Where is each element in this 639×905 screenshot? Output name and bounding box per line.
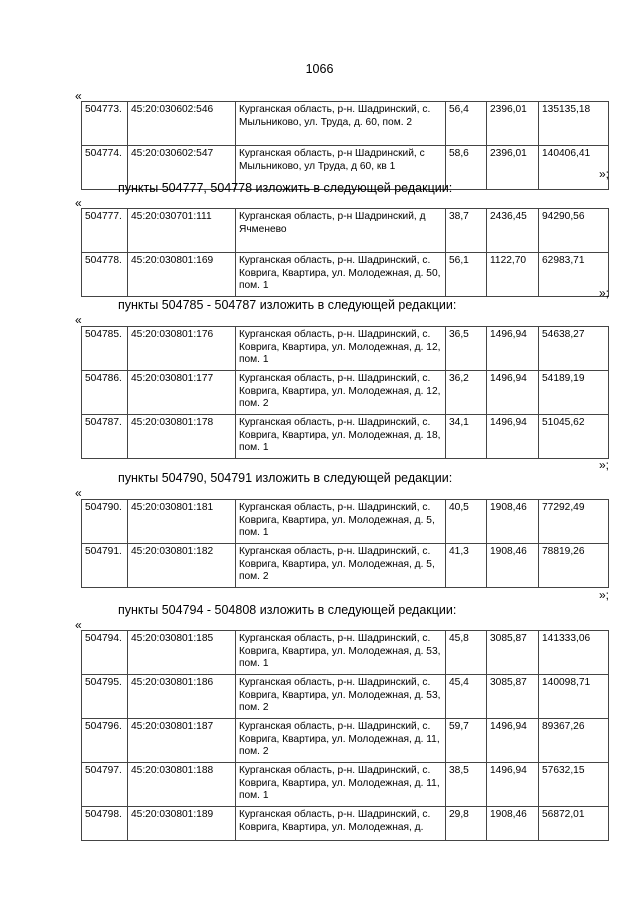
item-number-cell: 504791.: [82, 544, 128, 588]
area-cell: 58,6: [446, 146, 487, 190]
table-row: [82, 253, 609, 297]
table-row: [82, 371, 609, 415]
cadastral-number-cell: 45:20:030801:188: [128, 763, 236, 807]
item-number-cell: 504798.: [82, 807, 128, 841]
section-heading: пункты 504785 - 504787 изложить в следующей редакции:: [118, 298, 457, 312]
cadastral-number-cell: 45:20:030801:181: [128, 500, 236, 544]
cadastral-value-cell: 94290,56: [539, 209, 609, 253]
cadastral-value-cell: 140406,41: [539, 146, 609, 190]
page-number: 1066: [305, 62, 334, 76]
item-number-cell: 504778.: [82, 253, 128, 297]
close-quote: »;: [598, 167, 609, 181]
item-number-cell: 504796.: [82, 719, 128, 763]
unit-value-cell: 1496,94: [487, 371, 539, 415]
address-cell: Курганская область, р-н Шадринский, с Мыльниково, ул Труда, д 60, кв 1: [236, 146, 446, 190]
cadastral-value-cell: 78819,26: [539, 544, 609, 588]
section-heading: пункты 504790, 504791 изложить в следующей редакции:: [118, 471, 453, 485]
section-heading: пункты 504794 - 504808 изложить в следующей редакции:: [118, 603, 457, 617]
address-cell: Курганская область, р-н. Шадринский, с. Коврига, Квартира, ул. Молодежная, д. 50, пом. 1: [236, 253, 446, 297]
cadastral-number-cell: 45:20:030801:187: [128, 719, 236, 763]
cadastral-number-cell: 45:20:030602:547: [128, 146, 236, 190]
data-table: [81, 630, 609, 841]
item-number-cell: 504787.: [82, 415, 128, 459]
section-heading: пункты 504777, 504778 изложить в следующей редакции:: [118, 181, 453, 195]
address-cell: Курганская область, р-н Шадринский, д Ячменево: [236, 209, 446, 253]
unit-value-cell: 1496,94: [487, 763, 539, 807]
area-cell: 56,4: [446, 102, 487, 146]
address-cell: Курганская область, р-н. Шадринский, с. Мыльниково, ул. Труда, д. 60, пом. 2: [236, 102, 446, 146]
open-quote: «: [75, 196, 82, 210]
item-number-cell: 504795.: [82, 675, 128, 719]
cadastral-value-cell: 89367,26: [539, 719, 609, 763]
address-cell: Курганская область, р-н. Шадринский, с. Коврига, Квартира, ул. Молодежная, д. 53, пом. 2: [236, 675, 446, 719]
table-row: [82, 327, 609, 371]
unit-value-cell: 3085,87: [487, 675, 539, 719]
area-cell: 34,1: [446, 415, 487, 459]
area-cell: 45,8: [446, 631, 487, 675]
area-cell: 45,4: [446, 675, 487, 719]
close-quote: »;: [598, 286, 609, 300]
address-cell: Курганская область, р-н. Шадринский, с. Коврига, Квартира, ул. Молодежная, д. 11, пом. 2: [236, 719, 446, 763]
address-cell: Курганская область, р-н. Шадринский, с. Коврига, Квартира, ул. Молодежная, д. 12, пом. 1: [236, 327, 446, 371]
table-row: [82, 102, 609, 146]
table-row: [82, 209, 609, 253]
item-number-cell: 504794.: [82, 631, 128, 675]
open-quote: «: [75, 618, 82, 632]
item-number-cell: 504797.: [82, 763, 128, 807]
cadastral-number-cell: 45:20:030801:176: [128, 327, 236, 371]
table-body: [82, 102, 609, 190]
table-row: [82, 807, 609, 841]
area-cell: 40,5: [446, 500, 487, 544]
area-cell: 38,7: [446, 209, 487, 253]
table-row: [82, 415, 609, 459]
item-number-cell: 504777.: [82, 209, 128, 253]
cadastral-value-cell: 54638,27: [539, 327, 609, 371]
area-cell: 29,8: [446, 807, 487, 841]
open-quote: «: [75, 486, 82, 500]
unit-value-cell: 2396,01: [487, 146, 539, 190]
table-row: [82, 500, 609, 544]
close-quote: »;: [598, 588, 609, 602]
address-cell: Курганская область, р-н. Шадринский, с. Коврига, Квартира, ул. Молодежная, д. 11, пом. 1: [236, 763, 446, 807]
cadastral-number-cell: 45:20:030701:111: [128, 209, 236, 253]
unit-value-cell: 1908,46: [487, 544, 539, 588]
address-cell: Курганская область, р-н. Шадринский, с. Коврига, Квартира, ул. Молодежная, д. 12, пом. 2: [236, 371, 446, 415]
open-quote: «: [75, 89, 82, 103]
unit-value-cell: 1496,94: [487, 327, 539, 371]
item-number-cell: 504785.: [82, 327, 128, 371]
cadastral-value-cell: 62983,71: [539, 253, 609, 297]
area-cell: 59,7: [446, 719, 487, 763]
cadastral-number-cell: 45:20:030801:177: [128, 371, 236, 415]
table-row: [82, 675, 609, 719]
unit-value-cell: 1122,70: [487, 253, 539, 297]
table-row: [82, 631, 609, 675]
address-cell: Курганская область, р-н. Шадринский, с. Коврига, Квартира, ул. Молодежная, д. 18, пом. 1: [236, 415, 446, 459]
data-table: [81, 208, 609, 300]
close-quote: »;: [598, 458, 609, 472]
unit-value-cell: 1908,46: [487, 500, 539, 544]
cadastral-value-cell: 77292,49: [539, 500, 609, 544]
unit-value-cell: 2436,45: [487, 209, 539, 253]
item-number-cell: 504786.: [82, 371, 128, 415]
area-cell: 36,5: [446, 327, 487, 371]
unit-value-cell: 3085,87: [487, 631, 539, 675]
table-row: [82, 719, 609, 763]
cadastral-number-cell: 45:20:030801:189: [128, 807, 236, 841]
cadastral-number-cell: 45:20:030801:186: [128, 675, 236, 719]
item-number-cell: 504774.: [82, 146, 128, 190]
address-cell: Курганская область, р-н. Шадринский, с. Коврига, Квартира, ул. Молодежная, д. 5, пом. 2: [236, 544, 446, 588]
table-body: [82, 209, 609, 300]
cadastral-value-cell: 141333,06: [539, 631, 609, 675]
data-table: [81, 101, 609, 190]
area-cell: 36,2: [446, 371, 487, 415]
table-body: [82, 500, 609, 588]
cadastral-value-cell: 135135,18: [539, 102, 609, 146]
data-table: [81, 499, 609, 588]
cadastral-number-cell: 45:20:030801:185: [128, 631, 236, 675]
unit-value-cell: 1496,94: [487, 415, 539, 459]
table-row: [82, 544, 609, 588]
table-body: [82, 631, 609, 841]
unit-value-cell: 1496,94: [487, 719, 539, 763]
address-cell: Курганская область, р-н. Шадринский, с. Коврига, Квартира, ул. Молодежная, д.: [236, 807, 446, 841]
item-number-cell: 504790.: [82, 500, 128, 544]
unit-value-cell: 1908,46: [487, 807, 539, 841]
area-cell: 41,3: [446, 544, 487, 588]
unit-value-cell: 2396,01: [487, 102, 539, 146]
cadastral-number-cell: 45:20:030801:182: [128, 544, 236, 588]
cadastral-number-cell: 45:20:030602:546: [128, 102, 236, 146]
item-number-cell: 504773.: [82, 102, 128, 146]
cadastral-value-cell: 140098,71: [539, 675, 609, 719]
data-table: [81, 326, 609, 459]
address-cell: Курганская область, р-н. Шадринский, с. Коврига, Квартира, ул. Молодежная, д. 5, пом. 1: [236, 500, 446, 544]
table-body: [82, 327, 609, 459]
area-cell: 56,1: [446, 253, 487, 297]
cadastral-number-cell: 45:20:030801:178: [128, 415, 236, 459]
area-cell: 38,5: [446, 763, 487, 807]
cadastral-value-cell: 56872,01: [539, 807, 609, 841]
cadastral-number-cell: 45:20:030801:169: [128, 253, 236, 297]
address-cell: Курганская область, р-н. Шадринский, с. Коврига, Квартира, ул. Молодежная, д. 53, пом. 1: [236, 631, 446, 675]
open-quote: «: [75, 313, 82, 327]
cadastral-value-cell: 57632,15: [539, 763, 609, 807]
cadastral-value-cell: 51045,62: [539, 415, 609, 459]
cadastral-value-cell: 54189,19: [539, 371, 609, 415]
table-row: [82, 763, 609, 807]
